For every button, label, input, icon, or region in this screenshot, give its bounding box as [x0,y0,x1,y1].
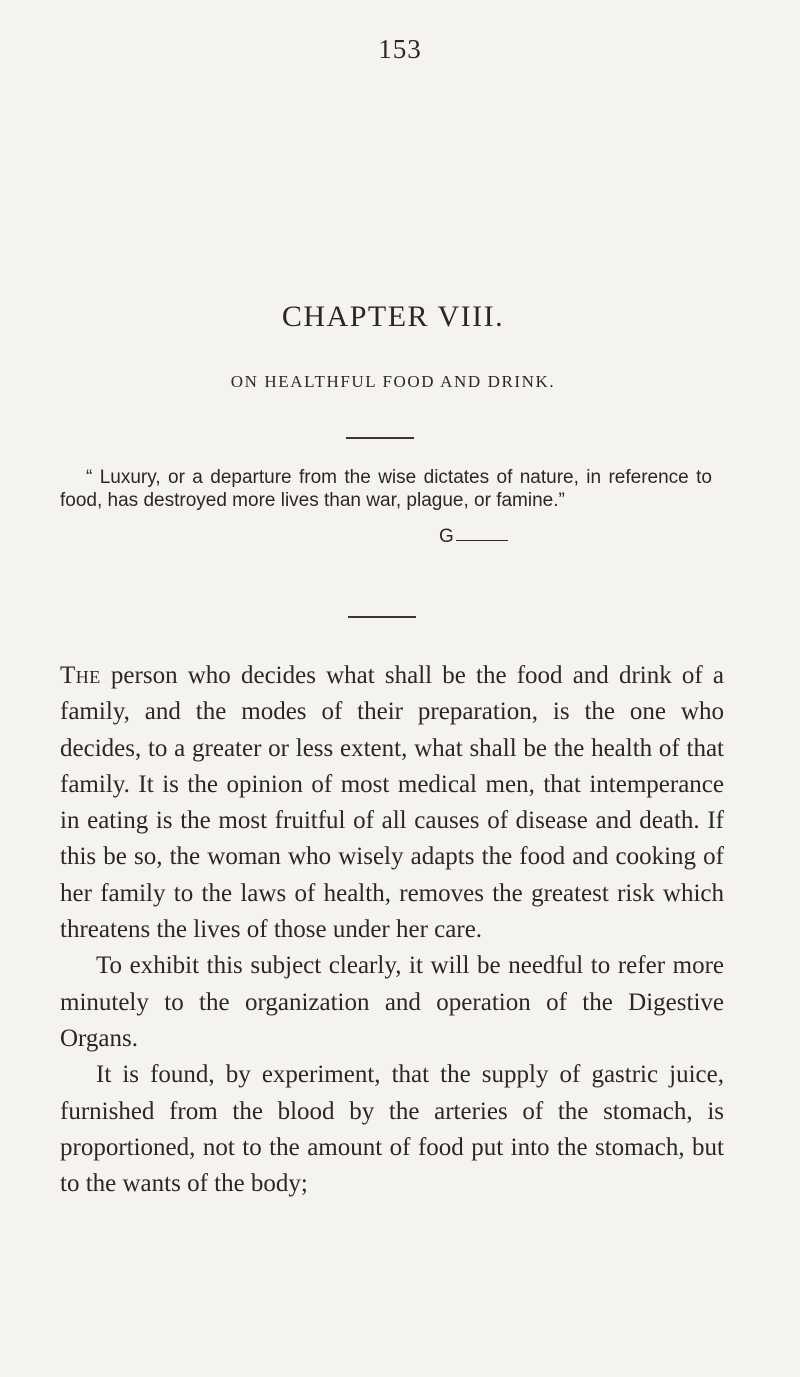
epigraph [60,466,712,547]
paragraph-1 [60,658,724,948]
paragraph-lead-word: The [60,662,101,689]
paragraph-1-text: person who decides what shall be the food and drink of a family, and the modes of their preparation, is the one who decides, to a greater or less extent, what shall be the health of that family. It is the opinion of most medical men, that intemperance in eating is the most fruitful of all causes of disease and death. If this be so, the woman who wisely adapts the food and cooking of her family to the laws of health, removes the greatest risk which threatens the lives of those under her care. [60,662,724,944]
top-divider [346,437,414,439]
chapter-subtitle: ON HEALTHFUL FOOD AND DRINK. [230,372,556,391]
attribution-dash [456,540,508,541]
page-number: 153 [378,34,422,64]
paragraph-3: It is found, by experiment, that the supply of gastric juice, furnished from the blood by the arteries of the stomach, is proportioned, not to the amount of food put into the stomach, but to the wants of the body; [60,1061,724,1198]
chapter-title: CHAPTER VIII. [281,300,505,333]
body-text [60,658,724,1202]
attribution-initial: G [439,526,454,547]
bottom-divider [348,616,416,618]
epigraph-attribution [439,525,508,548]
epigraph-quote: “ Luxury, or a departure from the wise dictates of nature, in reference to food, has destroyed more lives than war, plague, or famine.” [60,467,712,511]
paragraph-2: To exhibit this subject clearly, it will be needful to refer more minutely to the organization and operation of the Digestive Organs. [60,952,724,1052]
